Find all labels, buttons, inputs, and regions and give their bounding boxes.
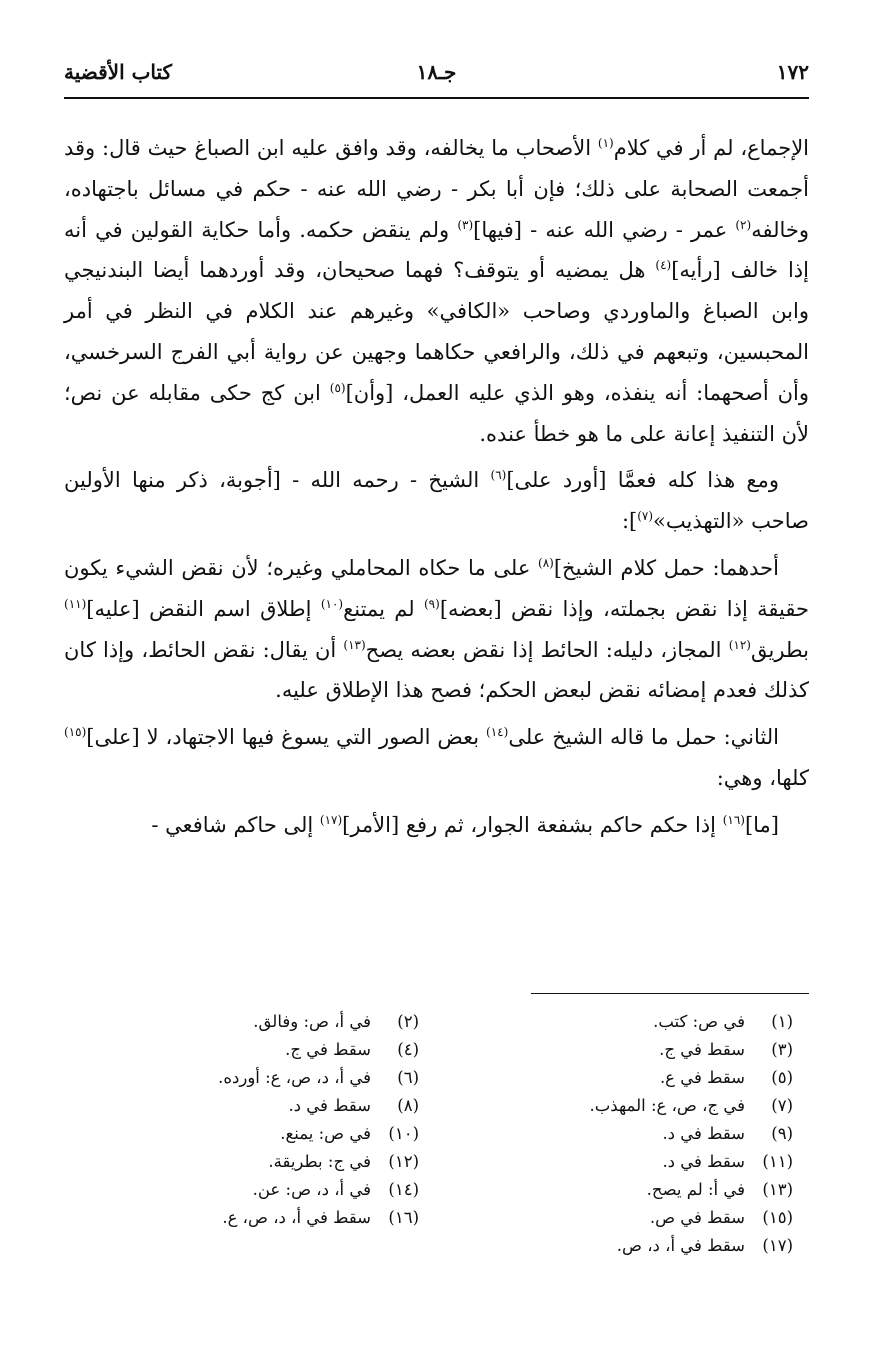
- paragraph: [64, 805, 809, 846]
- footnote-number: (١٠): [388, 1124, 419, 1143]
- footnote-item: [433, 1232, 793, 1260]
- text-run: على ما حكاه المحاملي وغيره؛ لأن نقض الشيء يكون حقيقة إذا نقض بجملته، وإذا نقض [بعضه]: [64, 555, 809, 621]
- footnote-text: في ج: بطريقة.: [268, 1152, 371, 1171]
- paragraph: [64, 548, 809, 711]
- text-run: ولم ينقض حكمه. وأما حكاية القولين في أنه إذا خالف [رأيه]: [64, 217, 809, 283]
- footnote-number: (١٤): [388, 1180, 419, 1199]
- footnote-marker: (٤): [655, 258, 672, 273]
- footnote-number: (٢): [397, 1012, 419, 1031]
- text-run: أن يقال: نقض الحائط، وإذا كان كذلك فعدم إمضائه نقض لبعض الحكم؛ فصح هذا الإطلاق عليه.: [64, 637, 809, 703]
- footnote-number: (١٣): [762, 1180, 793, 1199]
- main-text: [64, 128, 809, 846]
- footnote-marker: (٥): [329, 380, 346, 395]
- text-run: إذا حكم حاكم بشفعة الجوار، ثم رفع [الأمر]: [342, 812, 723, 837]
- footnote-item: [39, 1176, 419, 1204]
- footnote-marker: (٩): [423, 596, 440, 611]
- footnote-text: في أ، د، ص، ع: أورده.: [218, 1068, 371, 1087]
- header-rule: [64, 97, 809, 99]
- footnote-text: في ج، ص، ع: المهذب.: [589, 1096, 745, 1115]
- volume-label: جـ١٨: [416, 60, 457, 84]
- footnote-item: [39, 1204, 419, 1232]
- footnote-text: في أ: لم يصح.: [646, 1180, 745, 1199]
- paragraph: [64, 128, 809, 454]
- footnote-item: [39, 1148, 419, 1176]
- text-run: الثاني: حمل ما قاله الشيخ على: [508, 725, 779, 750]
- footnote-item: [433, 1008, 793, 1036]
- page-header: [64, 58, 809, 92]
- text-run: ابن كج حكى مقابله عن نص؛ لأن التنفيذ إعانة على ما هو خطأ عنده.: [64, 380, 809, 446]
- footnotes-left-column: [39, 1008, 419, 1232]
- text-run: ]:: [621, 509, 638, 534]
- footnote-item: [433, 1120, 793, 1148]
- paragraph: [64, 460, 809, 542]
- footnote-number: (١٦): [388, 1208, 419, 1227]
- footnote-number: (٩): [771, 1124, 793, 1143]
- text-run: بعض الصور التي يسوغ فيها الاجتهاد، لا [على]: [86, 725, 487, 750]
- footnote-text: سقط في د.: [662, 1124, 745, 1143]
- text-run: إلى حاكم شافعي -: [151, 812, 320, 837]
- footnotes-right-column: [433, 1008, 793, 1260]
- text-run: الإجماع، لم أر في كلام: [613, 136, 809, 160]
- footnote-number: (٦): [397, 1068, 419, 1087]
- footnote-number: (٣): [771, 1040, 793, 1059]
- footnote-number: (٨): [397, 1096, 419, 1115]
- text-run: الأصحاب ما يخالفه، وقد وافق عليه ابن الصباغ حيث قال: وقد أجمعت الصحابة على ذلك؛ فإن أبا بكر - رضي الله عنه - حكم في مسائل باجتهاده، وخالفه: [64, 136, 809, 242]
- text-run: أحدهما: حمل كلام الشيخ]: [553, 555, 779, 580]
- footnote-text: سقط في أ، د، ص، ع.: [222, 1208, 371, 1227]
- text-run: بطريق: [750, 637, 809, 662]
- text-run: كلها، وهي:: [716, 765, 809, 790]
- footnote-rule: [531, 993, 809, 994]
- footnote-text: سقط في د.: [662, 1152, 745, 1171]
- footnote-text: في أ، ص: وفالق.: [253, 1012, 371, 1031]
- footnote-item: [433, 1092, 793, 1120]
- footnote-number: (١): [771, 1012, 793, 1031]
- footnote-number: (١١): [762, 1152, 793, 1171]
- footnote-marker: (٣): [457, 217, 474, 232]
- footnote-item: [433, 1204, 793, 1232]
- footnotes: [64, 1008, 809, 1298]
- footnote-marker: (١١): [64, 596, 87, 611]
- footnote-marker: (١٤): [486, 725, 509, 740]
- footnote-marker: (١٧): [319, 812, 343, 827]
- footnote-item: [433, 1036, 793, 1064]
- footnote-marker: (١): [597, 136, 614, 150]
- book-title: كتاب الأقضية: [64, 60, 173, 84]
- footnote-text: سقط في ج.: [285, 1040, 371, 1059]
- footnote-number: (٧): [771, 1096, 793, 1115]
- footnote-text: في ص: يمنع.: [280, 1124, 371, 1143]
- footnote-marker: (٦): [490, 468, 507, 483]
- footnote-marker: (١٠): [320, 596, 344, 611]
- footnote-text: في ص: كتب.: [653, 1012, 745, 1031]
- footnote-text: في أ، د، ص: عن.: [252, 1180, 371, 1199]
- footnote-number: (١٥): [762, 1208, 793, 1227]
- page-number: ١٧٢: [776, 60, 809, 84]
- text-run: هل يمضيه أو يتوقف؟ فهما صحيحان، وقد أوردهما أيضا البندنيجي وابن الصباغ والماوردي وصاحب «الكافي» وغيرهم عند الكلام في النظر في أمر المحبسين، وتبعهم في ذلك، والرافعي حكاهما وجهين عن رواية أبي الفرج السرخسي، وأن أصحهما: أنه ينفذه، وهو الذي عليه العمل، [وأن]: [64, 258, 809, 405]
- footnote-marker: (١٣): [343, 637, 366, 652]
- footnote-item: [433, 1148, 793, 1176]
- footnote-text: سقط في ص.: [649, 1208, 745, 1227]
- footnote-item: [39, 1120, 419, 1148]
- footnote-item: [39, 1036, 419, 1064]
- footnote-number: (١٧): [762, 1236, 793, 1255]
- footnote-marker: (٨): [538, 555, 554, 570]
- text-run: الشيخ - رحمه الله - [أجوبة، ذكر منها الأولين صاحب «التهذيب»: [64, 468, 809, 534]
- text-run: ومع هذا كله فعمَّا [أورد على]: [506, 468, 779, 493]
- footnote-item: [433, 1064, 793, 1092]
- footnote-text: سقط في ج.: [659, 1040, 745, 1059]
- text-run: إطلاق اسم النقض [عليه]: [86, 596, 321, 621]
- text-run: [ما]: [744, 812, 779, 837]
- footnote-marker: (١٢): [728, 637, 751, 652]
- footnote-text: سقط في ع.: [659, 1068, 745, 1087]
- footnote-marker: (١٥): [64, 725, 87, 740]
- footnote-number: (٤): [397, 1040, 419, 1059]
- footnote-item: [39, 1064, 419, 1092]
- footnote-marker: (١٦): [722, 812, 745, 827]
- paragraph: [64, 717, 809, 799]
- text-run: لم يمتنع: [343, 596, 424, 621]
- footnote-text: سقط في أ، د، ص.: [616, 1236, 745, 1255]
- footnote-number: (١٢): [388, 1152, 419, 1171]
- footnote-text: سقط في د.: [288, 1096, 371, 1115]
- text-run: عمر - رضي الله عنه - [فيها]: [473, 217, 736, 242]
- footnote-marker: (٧): [637, 509, 654, 524]
- footnote-marker: (٢): [735, 217, 752, 232]
- footnote-number: (٥): [771, 1068, 793, 1087]
- text-run: المجاز، دليله: الحائط إذا نقض بعضه يصح: [365, 637, 729, 662]
- footnote-item: [433, 1176, 793, 1204]
- footnote-item: [39, 1008, 419, 1036]
- footnote-item: [39, 1092, 419, 1120]
